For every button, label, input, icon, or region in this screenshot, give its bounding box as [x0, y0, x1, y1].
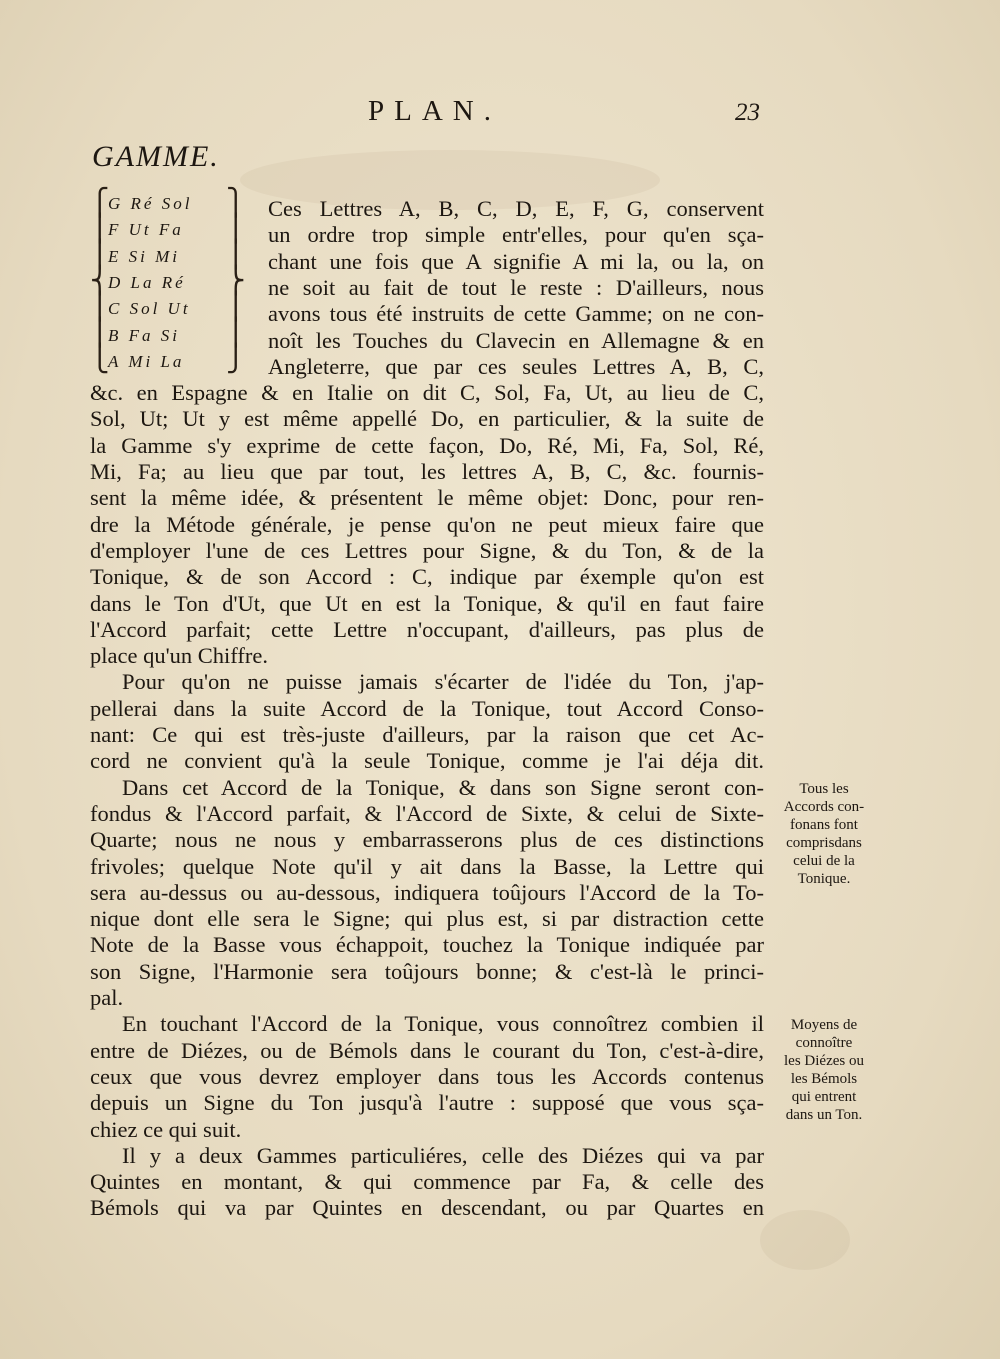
margin-note-line: dans un Ton.	[785, 1107, 863, 1123]
text-line: avons tous été instruits de cette Gamme; on ne con-	[268, 301, 764, 327]
text-line: d'employer l'une de ces Lettres pour Signe, & du Ton, & de la	[90, 537, 764, 563]
margin-note-line: les Diézes ou	[784, 1053, 864, 1069]
gamut-row: G Ré Sol	[108, 194, 193, 213]
text-line: la Gamme s'y exprime de cette façon, Do, Ré, Mi, Fa, Sol, Ré,	[90, 432, 764, 458]
text-line: Quintes en montant, & qui commence par Fa, & celle des	[90, 1169, 764, 1195]
text-line: Ces Lettres A, B, C, D, E, F, G, conservent	[268, 196, 764, 221]
text-line: pal.	[90, 985, 124, 1010]
text-line: Sol, Ut; Ut y est même appellé Do, en particulier, & la suite de	[90, 406, 764, 432]
margin-note-line: Accords con-	[783, 799, 865, 815]
gamut-table	[90, 190, 260, 380]
text-line: fondus & l'Accord parfait, & l'Accord de Sixte, & celui de Sixte-	[90, 800, 764, 826]
text-line: nique dont elle sera le Signe; qui plus est, si par distraction cette	[90, 906, 764, 932]
text-line: En touchant l'Accord de la Tonique, vous connoîtrez combien il	[122, 1011, 764, 1037]
text-line: son Signe, l'Harmonie sera toûjours bonne; & c'est-là le princi-	[90, 958, 764, 984]
gamut-row: C Sol Ut	[108, 299, 191, 319]
text-line: chiez ce qui suit.	[90, 1116, 242, 1142]
text-line: Quarte; nous ne nous y embarrasserons plus de ces distinctions	[90, 827, 764, 853]
text-line: frivoles; quelque Note qu'il y ait dans la Basse, la Lettre qui	[90, 853, 764, 879]
text-line: Angleterre, que par ces seules Lettres A, B, C,	[268, 353, 764, 379]
right-brace: ⎫ ⎪ ⎪ ⎬ ⎪ ⎪ ⎭	[226, 188, 246, 373]
text-line: sera au-dessus ou au-dessous, indiquera toûjours l'Accord de la To-	[90, 879, 764, 905]
text-line: Mi, Fa; au lieu que par tout, les lettres A, B, C, &c. fournis-	[90, 459, 764, 484]
text-line: depuis un Signe du Ton jusqu'à l'autre : supposé que vous sça-	[90, 1090, 764, 1116]
margin-note-line: celui de la	[793, 853, 855, 869]
text-line: &c. en Espagne & en Italie on dit C, Sol, Fa, Ut, au lieu de C,	[90, 380, 764, 406]
margin-note-line: les Bémols	[790, 1071, 858, 1087]
margin-note-line: Tonique.	[797, 871, 851, 887]
section-title: GAMME.	[92, 140, 220, 173]
page-header	[0, 95, 1000, 135]
margin-note-line: Moyens de	[790, 1017, 858, 1033]
text-line: l'Accord parfait; cette Lettre n'occupant, d'ailleurs, pas plus de	[90, 616, 764, 642]
text-line: Pour qu'on ne puisse jamais s'écarter de l'idée du Ton, j'ap-	[122, 669, 764, 695]
gamut-row: E Si Mi	[108, 246, 180, 266]
margin-note-line: Tous les	[799, 781, 849, 797]
gamut-row: F Ut Fa	[108, 220, 184, 240]
text-line: Il y a deux Gammes particuliéres, celle des Diézes qui va par	[122, 1142, 764, 1168]
text-line: ceux que vous devrez employer dans tous les Accords contenus	[90, 1063, 764, 1089]
margin-note	[774, 780, 874, 888]
text-line: noît les Touches du Clavecin en Allemagne & en	[268, 327, 764, 353]
text-line: Bémols qui va par Quintes en descendant, ou par Quartes en	[90, 1195, 764, 1221]
gamut-row: B Fa Si	[108, 325, 180, 345]
margin-note-line: comprisdans	[786, 835, 862, 851]
text-line: sent la même idée, & présentent le même objet: Donc, pour ren-	[90, 485, 764, 511]
text-line: un ordre trop simple entr'elles, pour qu'en sça-	[268, 222, 764, 248]
gamut-row: D La Ré	[108, 272, 186, 292]
margin-note	[774, 1016, 874, 1124]
left-brace: ⎧ ⎪ ⎪ ⎨ ⎪ ⎪ ⎩	[90, 188, 110, 373]
text-line: ne soit au fait de tout le reste : D'ailleurs, nous	[268, 274, 764, 300]
text-line: Tonique, & de son Accord : C, indique par éxemple qu'on est	[90, 564, 764, 590]
text-line: entre de Diézes, ou de Bémols dans le courant du Ton, c'est-à-dire,	[90, 1037, 764, 1063]
text-line: Dans cet Accord de la Tonique, & dans son Signe seront con-	[122, 774, 764, 800]
text-line: dans le Ton d'Ut, que Ut en est la Tonique, & qu'il en faut faire	[90, 590, 764, 616]
bleed-through-stain	[760, 1210, 850, 1270]
text-line: pellerai dans la suite Accord de la Tonique, tout Accord Conso-	[90, 695, 764, 721]
margin-note-line: connoître	[795, 1035, 853, 1051]
page-number: 23	[735, 99, 760, 126]
text-line: place qu'un Chiffre.	[90, 643, 268, 669]
text-line: Note de la Basse vous échappoit, touchez la Tonique indiquée par	[90, 932, 764, 958]
text-line: nant: Ce qui est très-juste d'ailleurs, par la raison que cet Ac-	[90, 722, 764, 747]
running-head: PLAN.	[368, 95, 501, 127]
text-line: dre la Métode générale, je pense qu'on ne peut mieux faire que	[90, 511, 764, 537]
text-line: cord ne convient qu'à la seule Tonique, comme je l'ai déja dit.	[90, 748, 764, 774]
margin-note-line: fonans font	[790, 817, 858, 833]
text-line: chant une fois que A signifie A mi la, ou la, on	[268, 248, 764, 274]
margin-note-line: qui entrent	[791, 1089, 857, 1105]
gamut-row: A Mi La	[108, 351, 185, 371]
